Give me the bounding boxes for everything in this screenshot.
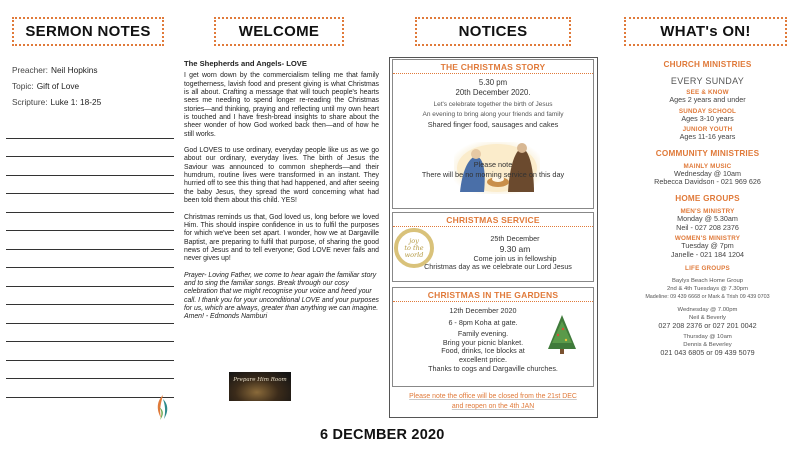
story-no-service: There will be no morning service on this day [421, 170, 565, 179]
christmas-service-title: CHRISTMAS SERVICE [393, 213, 593, 227]
womens-ministry-heading: WOMEN'S MINISTRY [674, 235, 741, 243]
topic-row [12, 78, 172, 94]
joy-word-1: joy [409, 236, 419, 245]
story-line-2: An evening to bring along your friends and family [422, 111, 564, 118]
note-line [6, 379, 174, 398]
office-note-line-1: Please note the office will be closed from the 21st DEC [409, 393, 577, 400]
note-line [6, 287, 174, 306]
prayer [184, 272, 379, 322]
prayer-author: - Edmonds Namburi [203, 313, 268, 321]
see-know-heading: SEE & KNOW [686, 89, 729, 96]
wednesday-group-time: Wednesday @ 7.00pm [677, 307, 738, 314]
prayer-text: Prayer- Loving Father, we come to hear again the familiar story and to sing the familiar songs. Break through our cosy celebration that we might recognise your voice and heed your call. I thank you for your unconditional LOVE and your purposes for us, which are always, greater than anything we can imagine. Amen! [184, 271, 379, 321]
wednesday-group-hosts: Neil & Beverly [689, 314, 726, 321]
junior-youth-heading: JUNIOR YOUTH [682, 126, 733, 134]
womens-ministry-contact: Janelle - 021 184 1204 [670, 249, 745, 259]
whats-on-title: WHAT's ON! [660, 23, 751, 40]
thursday-group-contact: 021 043 6805 or 09 439 5079 [660, 348, 755, 358]
gardens-line-2: Bring your picnic blanket. [442, 337, 524, 347]
whats-on-column [620, 57, 795, 358]
note-line [6, 139, 174, 158]
joy-word-3: world [404, 250, 424, 259]
note-lines [6, 120, 174, 398]
service-date: 25th December [490, 234, 540, 243]
baylys-group-name: Baylys Beach Home Group [671, 278, 744, 285]
service-line-2: Christmas day as we celebrate our Lord Jesus [424, 262, 572, 272]
mens-ministry-time: Monday @ 5.30am [677, 213, 738, 223]
article-paragraph-3: Christmas reminds us that, God loved us, long before we loved Him. This should inspire confidence in us to fulfil the purposes for which we've been set apart. I wonder, how we at Dargaville Baptist, are preparing to fulfil that purpose, of sharing the good news of Jesus and to tell everyone; God LOVE never fails and never gives up! [184, 213, 379, 263]
notices-title: NOTICES [458, 23, 528, 40]
gardens-line-3: Food, drinks, Ice blocks at [441, 346, 525, 356]
scripture-value: Luke 1: 18-25 [50, 97, 102, 107]
church-logo-icon [153, 393, 173, 421]
sunday-school-heading: SUNDAY SCHOOL [678, 107, 737, 115]
notices-header [415, 17, 571, 46]
sermon-notes-header [12, 17, 164, 46]
junior-youth-ages: Ages 11-16 years [679, 132, 736, 142]
gardens-date: 12th December 2020 [449, 306, 517, 315]
mens-ministry-heading: MEN'S MINISTRY [680, 207, 735, 215]
mainly-music-contact: Rebecca Davidson - 021 969 626 [654, 177, 761, 187]
topic-label: Topic: [12, 81, 34, 91]
church-ministries-heading: CHURCH MINISTRIES [663, 60, 752, 69]
mainly-music-heading: MAINLY MUSIC [683, 162, 732, 170]
story-please-note: Please note [473, 160, 513, 169]
mens-ministry-contact: Neil - 027 208 2376 [676, 222, 739, 232]
topic-value: Gift of Love [36, 81, 80, 91]
note-line [6, 324, 174, 343]
note-line [6, 231, 174, 250]
article-title: The Shepherds and Angels- LOVE [184, 59, 307, 68]
scripture-row [12, 94, 172, 110]
article-paragraph-2: God LOVES to use ordinary, everyday people like us as we go about our ordinary, everyday lives. The birth of Jesus the Saviour was announced to common shepherds—and their humdrum, routine lives were transformed in an instant. They hurried off to see this thing that had happened, and after seeing the baby Jesus, they spread the word concerning what had been told them about this child. YES! [184, 147, 379, 205]
image-caption: Prepare Him Room [233, 377, 287, 383]
joy-word-2: to the [404, 243, 424, 252]
gardens-line-5: Thanks to cogs and Dargaville churches. [428, 363, 558, 373]
office-note-line-2: and reopen on the 4th JAN [451, 403, 535, 410]
wednesday-group-contact: 027 208 2376 or 027 201 0042 [658, 321, 757, 331]
baylys-group-contact: Madeline: 09 439 6668 or Mark & Trish 09 439 0703 [645, 293, 770, 300]
service-time: 9.30 am [499, 243, 531, 254]
christmas-story-title: THE CHRISTMAS STORY [393, 60, 593, 74]
thursday-group-hosts: Dennis & Beverley [683, 341, 732, 348]
story-date: 20th December 2020. [455, 88, 531, 97]
preacher-row [12, 62, 172, 78]
christmas-gardens-title: CHRISTMAS IN THE GARDENS [393, 288, 593, 302]
story-line-3: Shared finger food, sausages and cakes [427, 120, 559, 129]
prepare-him-room-image [229, 372, 291, 401]
welcome-article [184, 60, 379, 322]
home-groups-heading: HOME GROUPS [675, 193, 740, 203]
service-line-1: Come join us in fellowship [473, 253, 557, 263]
welcome-header [214, 17, 344, 46]
baylys-group-time: 2nd & 4th Tuesdays @ 7.30pm [667, 285, 748, 292]
story-line-1: Let's celebrate together the birth of Jesus [433, 101, 553, 108]
gardens-time: 6 - 8pm Koha at gate. [448, 317, 518, 327]
note-line [6, 361, 174, 380]
whats-on-header [624, 17, 787, 46]
note-line [6, 213, 174, 232]
note-line [6, 157, 174, 176]
joy-to-the-world-wreath-icon [394, 228, 434, 268]
preacher-value: Neil Hopkins [50, 65, 98, 75]
sunday-school-ages: Ages 3-10 years [681, 113, 734, 123]
mainly-music-time: Wednesday @ 10am [673, 168, 742, 178]
gardens-line-4: excellent price. [459, 354, 507, 364]
life-groups-heading: LIFE GROUPS [685, 265, 730, 273]
note-line [6, 194, 174, 213]
see-know-ages: Ages 2 years and under [669, 95, 746, 104]
community-ministries-heading: COMMUNITY MINISTRIES [655, 148, 760, 158]
christmas-tree-icon [545, 313, 579, 355]
sermon-info [12, 62, 172, 110]
note-line [6, 120, 174, 139]
note-line [6, 342, 174, 361]
welcome-title: WELCOME [238, 23, 320, 40]
thursday-group-time: Thursday @ 10am [683, 333, 732, 340]
scripture-label: Scripture: [12, 97, 48, 107]
story-time: 5.30 pm [478, 78, 508, 87]
bulletin-date: 6 DECMBER 2020 [320, 427, 445, 443]
preacher-label: Preacher: [12, 65, 48, 75]
sermon-notes-title: SERMON NOTES [25, 23, 151, 40]
note-line [6, 250, 174, 269]
note-line [6, 305, 174, 324]
every-sunday: EVERY SUNDAY [670, 76, 745, 86]
article-paragraph-1: I get worn down by the commercialism telling me that family togetherness, lavish food and present giving is what Christmas is all about. Crafting a message that will touch people's hearts sees me needing to spend longer re-reading the Christmas stories—and thinking, praying and reflecting until my own heart is touched and I have fresh-bread insights to share about the sheer wonder of how God worked back then—and of how he still works. [184, 72, 379, 138]
office-closure-note [392, 392, 594, 412]
note-line [6, 176, 174, 195]
note-line [6, 268, 174, 287]
womens-ministry-time: Tuesday @ 7pm [681, 241, 734, 251]
gardens-line-1: Family evening. [457, 329, 509, 339]
